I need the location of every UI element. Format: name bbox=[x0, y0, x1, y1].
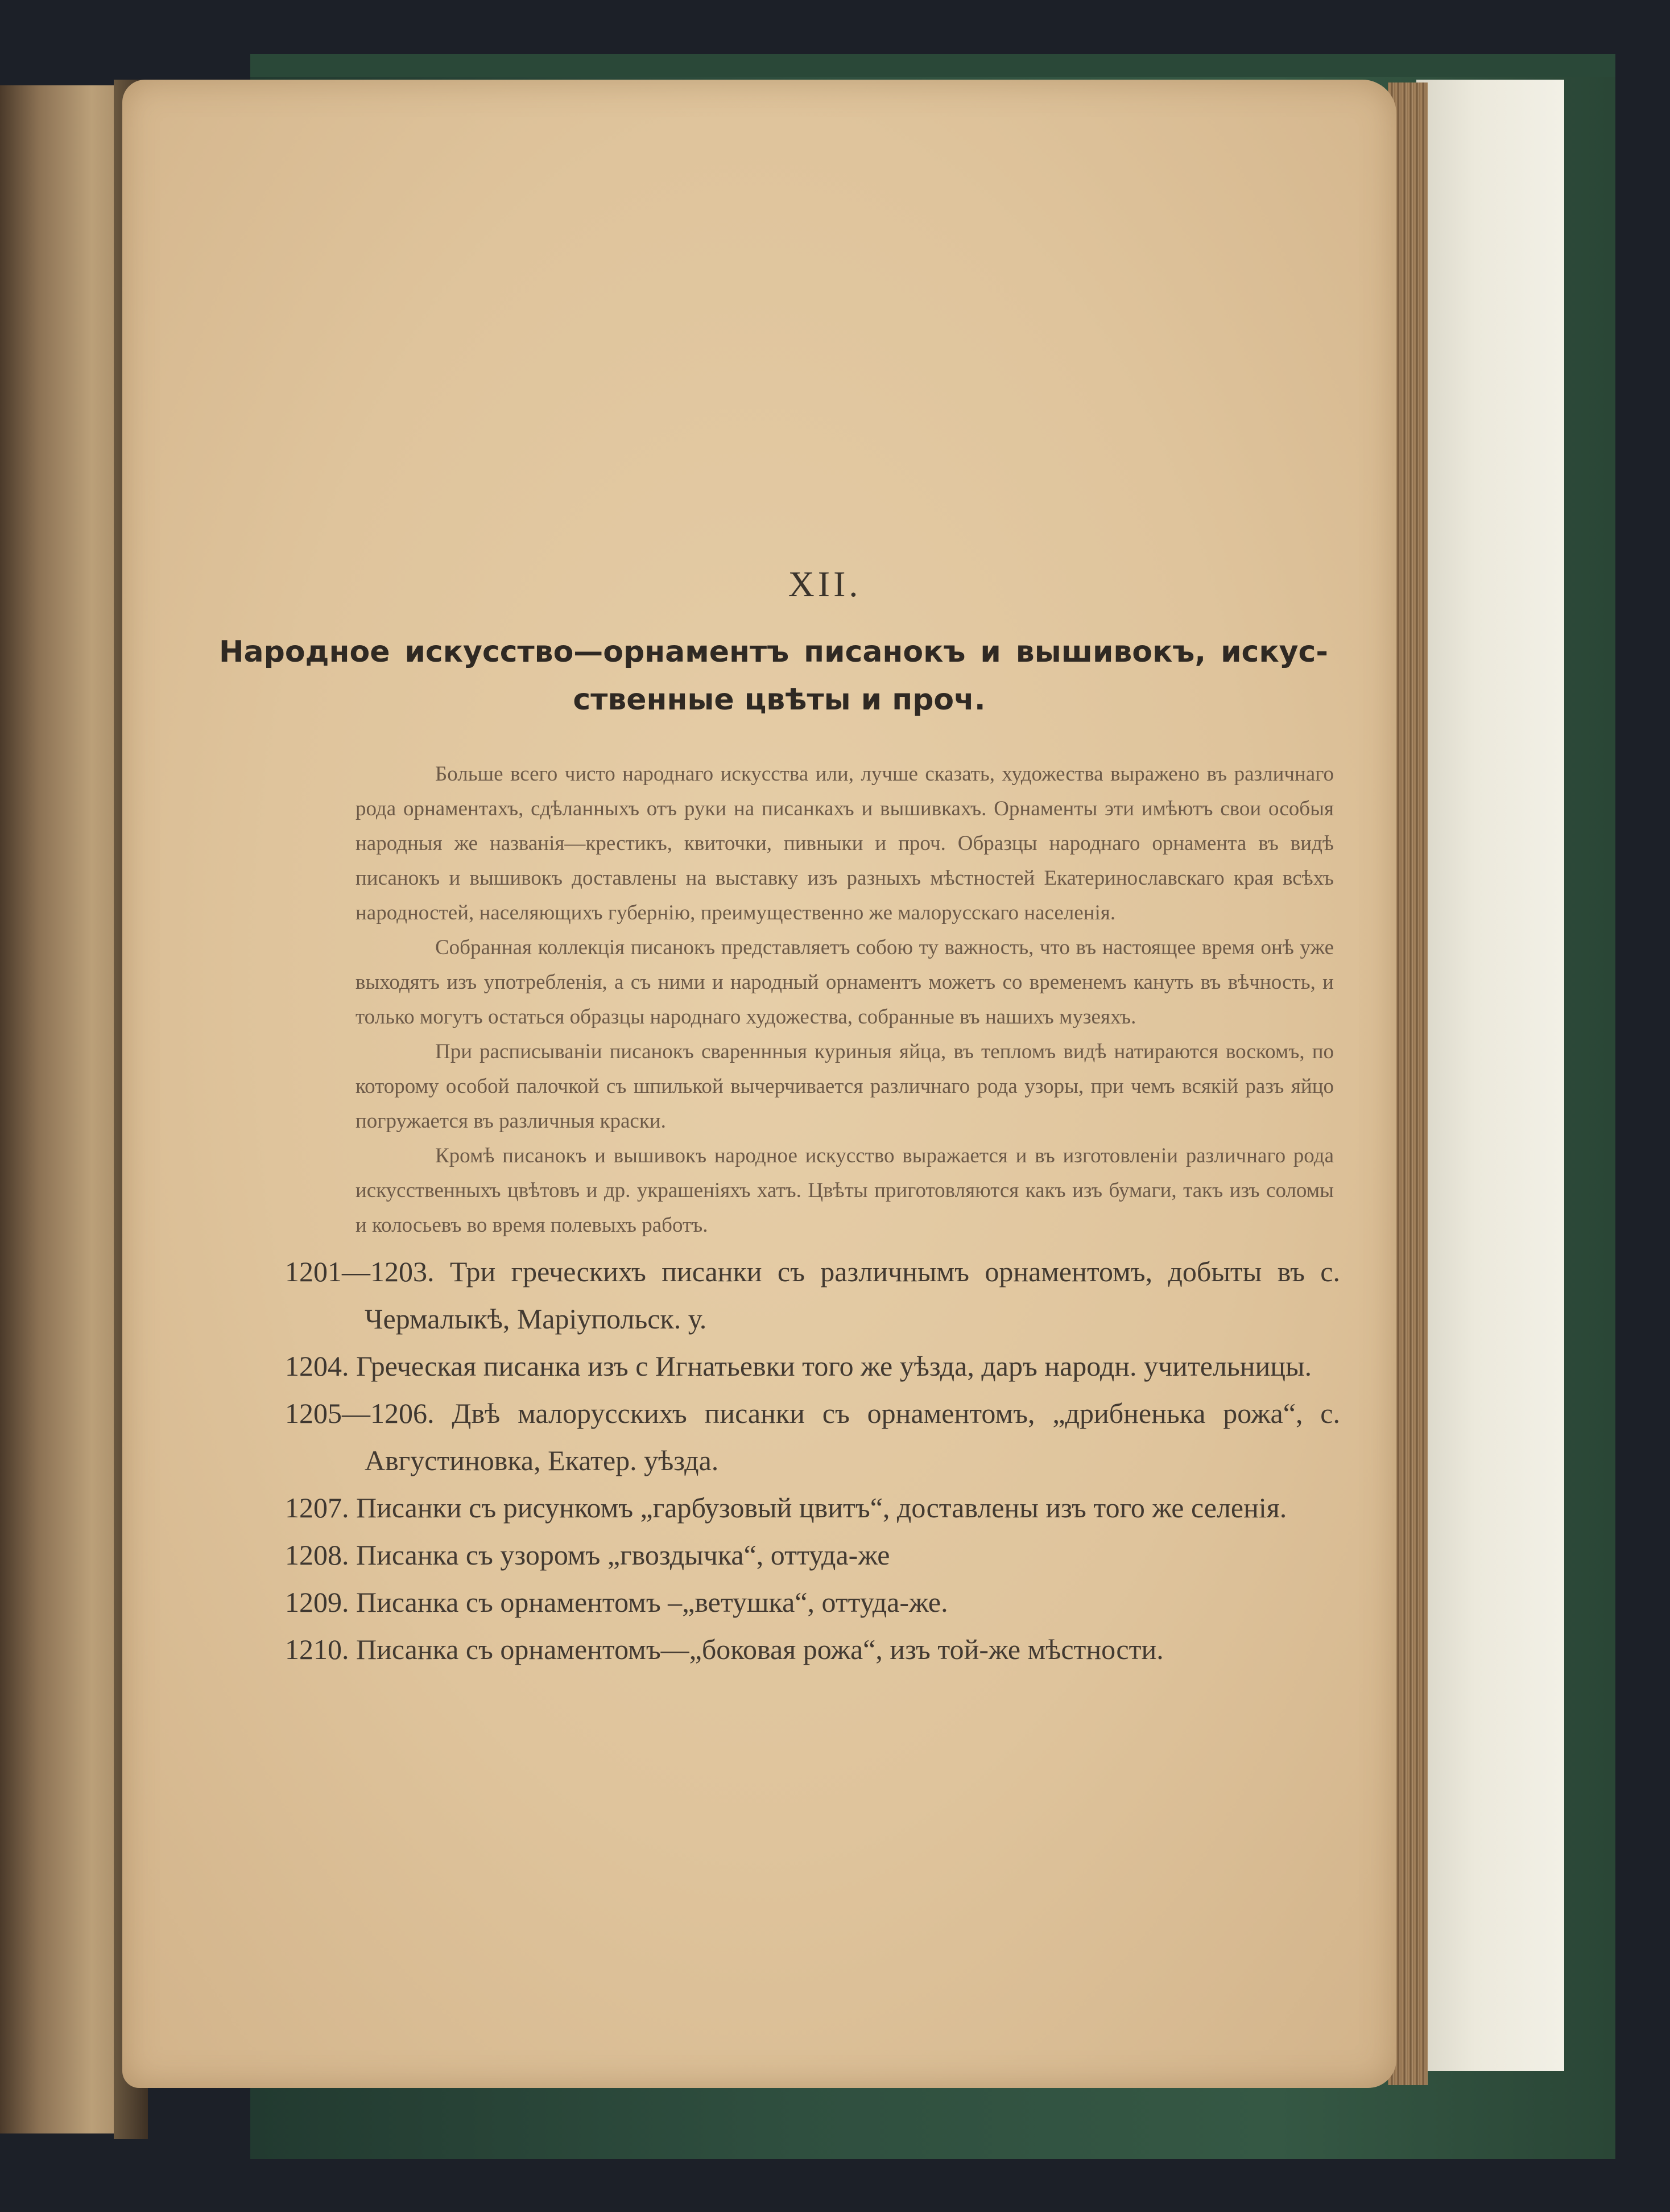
intro-paragraph: Собранная коллекція писанокъ представляетъ собою ту важность, что въ настоящее время онѣ уже выходятъ изъ употребленія, а съ ними и народный орнаментъ можетъ со временемъ кануть въ вѣчность, и только могутъ остаться образцы народнаго художества, собранные въ нашихъ музеяхъ. bbox=[356, 936, 1334, 1029]
entry-number: 1204. bbox=[285, 1350, 349, 1382]
entry-number: 1205—1206. bbox=[285, 1397, 435, 1429]
catalog-entry bbox=[285, 1579, 1340, 1626]
catalog-entry bbox=[285, 1343, 1340, 1390]
entry-text: Писанка съ узоромъ „гвоздычка“, оттуда-же bbox=[356, 1539, 890, 1571]
facing-page bbox=[0, 85, 131, 2133]
title-word: и bbox=[980, 635, 1001, 669]
title-word: писанокъ bbox=[804, 635, 966, 669]
entry-number: 1207. bbox=[285, 1492, 349, 1524]
entry-text: Писанка съ орнаментомъ –„ветушка“, оттуда-же. bbox=[356, 1586, 948, 1618]
entry-number: 1208. bbox=[285, 1539, 349, 1571]
title-word: Народное bbox=[219, 635, 390, 669]
catalog-entry bbox=[285, 1484, 1340, 1532]
section-title bbox=[219, 628, 1328, 724]
entry-text: Писанки съ рисункомъ „гарбузовый цвитъ“, доставлены изъ того же селенія. bbox=[356, 1492, 1287, 1524]
catalog-entries bbox=[285, 1248, 1340, 1673]
entry-text: Греческая писанка изъ с Игнатьевки того же уѣзда, даръ народн. учительницы. bbox=[356, 1350, 1312, 1382]
entry-number: 1210. bbox=[285, 1633, 349, 1665]
intro-paragraph: Кромѣ писанокъ и вышивокъ народное искусство выражается и въ изготовленіи различнаго рода искусственныхъ цвѣтовъ и др. украшеніяхъ хатъ. Цвѣты приготовляются какъ изъ бумаги, такъ изъ соломы и колосьевъ во время полевыхъ работъ. bbox=[356, 1144, 1334, 1237]
entry-number: 1201—1203. bbox=[285, 1256, 435, 1287]
title-word: искус- bbox=[1221, 635, 1328, 669]
entry-number: 1209. bbox=[285, 1586, 349, 1618]
cover-top-edge bbox=[250, 54, 1615, 77]
flyleaf bbox=[1416, 80, 1564, 2071]
section-title-line-1 bbox=[219, 628, 1328, 676]
catalog-entry bbox=[285, 1626, 1340, 1673]
section-title-line-2: ственные цвѣты и проч. bbox=[573, 683, 986, 717]
entry-text: Двѣ малорусскихъ писанки съ орнаментомъ, „дрибненька рожа“, с. Августиновка, Екатер. уѣзда. bbox=[365, 1397, 1341, 1476]
entry-text: Три греческихъ писанки съ различнымъ орнаментомъ, добыты въ с. Чермалыкѣ, Маріупольск. у. bbox=[365, 1256, 1341, 1335]
title-word: искусство—орнаментъ bbox=[404, 635, 789, 669]
catalog-entry bbox=[285, 1248, 1340, 1343]
catalog-entry bbox=[285, 1532, 1340, 1579]
intro-paragraph: При расписываніи писанокъ свареннныя куриныя яйца, въ тепломъ видѣ натираются воскомъ, по которому особой палочкой съ шпилькой вычерчивается различнаго рода узоры, при чемъ всякій разъ яйцо погружается въ различныя краски. bbox=[356, 1040, 1334, 1133]
intro-paragraph: Больше всего чисто народнаго искусства или, лучше сказать, художества выражено въ различнаго рода орнаментахъ, сдѣланныхъ отъ руки на писанкахъ и вышивкахъ. Орнаменты эти имѣютъ свои особыя народныя же названія—крестикъ, квиточки, пивныки и проч. Образцы народнаго орнамента въ видѣ писанокъ и вышивокъ доставлены на выставку изъ разныхъ мѣстностей Екатеринославскаго края всѣхъ народностей, населяющихъ губернію, преимущественно же малорусскаго населенія. bbox=[356, 762, 1334, 925]
intro-text bbox=[356, 757, 1334, 1243]
book-page bbox=[122, 80, 1396, 2088]
page-content bbox=[219, 563, 1341, 1673]
entry-text: Писанка съ орнаментомъ—„боковая рожа“, изъ той-же мѣстности. bbox=[356, 1633, 1164, 1665]
title-word: вышивокъ, bbox=[1015, 635, 1206, 669]
chapter-number: XII. bbox=[788, 564, 862, 604]
catalog-entry bbox=[285, 1390, 1340, 1484]
